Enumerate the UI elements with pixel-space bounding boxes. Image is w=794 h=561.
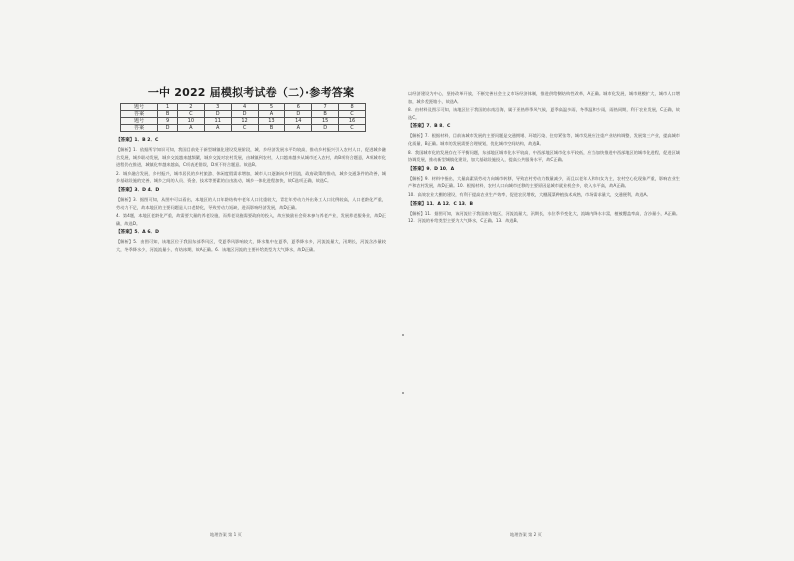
explanation-paragraph: 【解析】7．根据材料，目前该城市发展的主要问题是交通拥堵、环境污染、住房紧张等，城市发展应注重产业结构调整，发展第三产业，提高城市化质量，B正确。城市的发展需要合理规划，优化城市空间结构，故选B。: [408, 133, 680, 146]
answer-table-cell: D: [312, 125, 339, 132]
explanation-paragraph: 【解析】9．材料中指出，大量高素质劳动力向城市转移，导致农村劳动力数量减少，而且以老年人和妇女为主，农村空心化现象严重，影响农业生产和农村发展，故D正确。10．根据材料，农村人口向城市迁移的主要原因是城市就业机会多，收入水平高，故A正确。: [408, 175, 680, 189]
explanation-paragraph: 【解析】5．由图可知，该地区位于我国东部季风区，受夏季风影响较大，降水集中在夏季，夏季降水多，河流流量大，汛期长，河流含沙量较大，冬季降水少，河流流量小，有结冰期，故A正确。6．该地区河流的主要补给类型为大气降水，故D正确。: [116, 239, 386, 252]
answer-line: 【答案】9．D 10．A: [408, 166, 455, 172]
answer-table-cell: B: [158, 111, 178, 118]
right-page-body: [408, 90, 680, 225]
answer-table-cell: D: [231, 111, 258, 118]
left-page-body: [116, 137, 386, 254]
answer-table-cell: 12: [231, 118, 258, 125]
answer-table-cell: C: [339, 125, 366, 132]
answer-table-cell: 5: [258, 104, 285, 111]
answer-table-cell: C: [177, 111, 204, 118]
answer-table-cell: 16: [339, 118, 366, 125]
answer-table-cell: 10: [177, 118, 204, 125]
answer-table-row: [121, 118, 366, 125]
page-footer-right: 地理答案 第 2 页: [510, 532, 542, 537]
answer-table-row: [121, 104, 366, 111]
answer-table-cell: 14: [285, 118, 312, 125]
answer-table-cell: C: [231, 125, 258, 132]
page-footer-left: 地理答案 第 1 页: [210, 532, 242, 537]
answer-table-cell: A: [258, 111, 285, 118]
answer-table-header-cell: 题号: [121, 104, 158, 111]
binding-mark: [402, 392, 404, 394]
explanation-paragraph: 【解析】1．依据所学知识可知，我国目前处于新型城镇化建设发展阶段，城、乡经济发展水平均较高，推动乡村振兴引入农村人口，促进城乡融合发展，城乡联动发展，城乡交流越来越频繁，城乡交流对农村发展，由城镇到农村，人口越来越多从城市迁入农村，故B项符合题意，A项城市化进程仍在推进，城镇化率越来越高，C项表述错误，D项不符合题意。故选B。: [116, 147, 386, 168]
answer-table-cell: D: [285, 111, 312, 118]
answer-table-cell: 6: [285, 104, 312, 111]
answer-table-cell: 4: [231, 104, 258, 111]
answer-table-cell: 11: [204, 118, 231, 125]
answer-table-cell: B: [258, 125, 285, 132]
answer-table: [120, 103, 366, 132]
answer-table-cell: D: [204, 111, 231, 118]
explanation-paragraph: 8．我国城市化的发展存在不平衡问题，东部地区城市化水平较高，中西部地区城市化水平较低，应当加快推进中西部地区的城市化进程，促进区域协调发展，推动新型城镇化建设，加大基础设施投入，提高公共服务水平，故C正确。: [408, 149, 680, 163]
answer-table-cell: 3: [204, 104, 231, 111]
answer-table-cell: A: [204, 125, 231, 132]
answer-table-cell: 7: [312, 104, 339, 111]
answer-table-cell: 8: [339, 104, 366, 111]
answer-table-cell: D: [158, 125, 178, 132]
answer-line: 【答案】1．B 2．C: [116, 138, 159, 143]
answer-table-row: [121, 111, 366, 118]
explanation-paragraph: 10．高效农业大棚的建设，有利于提高农业生产效率，促进农民增收，大棚蔬菜种植技术成熟，市场需求量大，交通便利，故选A。: [408, 191, 651, 197]
answer-table-header-cell: 答案: [121, 111, 158, 118]
answer-line: 【答案】7．B 8．C: [408, 124, 451, 130]
answer-table-cell: 13: [258, 118, 285, 125]
binding-mark: [402, 334, 404, 336]
answer-table-cell: B: [312, 111, 339, 118]
answer-line: 【答案】11．A 12．C 13．B: [408, 201, 473, 207]
answer-line: 【答案】5．A 6．D: [116, 230, 159, 236]
answer-table-cell: 2: [177, 104, 204, 111]
left-page: [116, 84, 386, 547]
answer-table-header-cell: 题号: [121, 118, 158, 125]
answer-table-cell: 9: [158, 118, 178, 125]
explanation-paragraph: 4．第4题，本地区老龄化严重，故需要大量的养老设施，而养老设施需要政府的投入，故应鼓励社会资本参与养老产业，发展养老服务业，故D正确，故选D。: [116, 213, 386, 226]
page-title: 一中 2022 届模拟考试卷（二）·参考答案: [147, 86, 355, 99]
answer-table-cell: A: [285, 125, 312, 132]
answer-table-header-cell: 答案: [121, 125, 158, 132]
answer-table-cell: A: [177, 125, 204, 132]
explanation-paragraph: 以经济建设为中心，坚持改革开放，不断完善社会主义市场经济体制，推进供给侧结构性改革，A正确。城市化发展，城市规模扩大，城市人口增加，城乡差距缩小，故选A。: [408, 91, 680, 104]
explanation-paragraph: 【解析】11．据图可知，该河流位于我国南方地区，河流流量大，汛期长，水位季节变化大，流域内降水丰富，植被覆盖率高，含沙量小，A正确。12．河流的补给类型主要为大气降水，C正确。13．故选B。: [408, 210, 680, 224]
answer-table-cell: 1: [158, 104, 178, 111]
answer-line: 【答案】3．D 4．D: [116, 187, 160, 193]
answer-table-cell: C: [339, 111, 366, 118]
explanation-paragraph: 【解析】3．据图可知，从图中可以看出，本地区的人口年龄结构中老年人口比重较大，青壮年劳动力外出务工人口比例较高，人口老龄化严重，劳动力不足，故本地区的主要问题是人口老龄化，导致劳动力短缺，进而影响经济发展，故D正确。: [116, 196, 386, 210]
right-page: [408, 90, 680, 547]
answer-table-row: [121, 125, 366, 132]
explanation-paragraph: 8．由材料及图示可知，该地区位于我国的东南沿海，属于亚热带季风气候，夏季高温多雨，冬季温和少雨，雨热同期，利于农业发展，C正确，故选C。: [408, 107, 680, 120]
answer-table-cell: 15: [312, 118, 339, 125]
explanation-paragraph: 2．城乡融合发展，乡村振兴，城市居民的乡村旅游、休闲度假需求增加，城市人口逐渐向乡村回流，政府政策的推动，城乡交通条件的改善，城乡基础设施的完善，城乡之间的人员、资金、技术等要素的自由流动，城乡一体化进程加快，故C选项正确，故选C。: [116, 170, 386, 184]
